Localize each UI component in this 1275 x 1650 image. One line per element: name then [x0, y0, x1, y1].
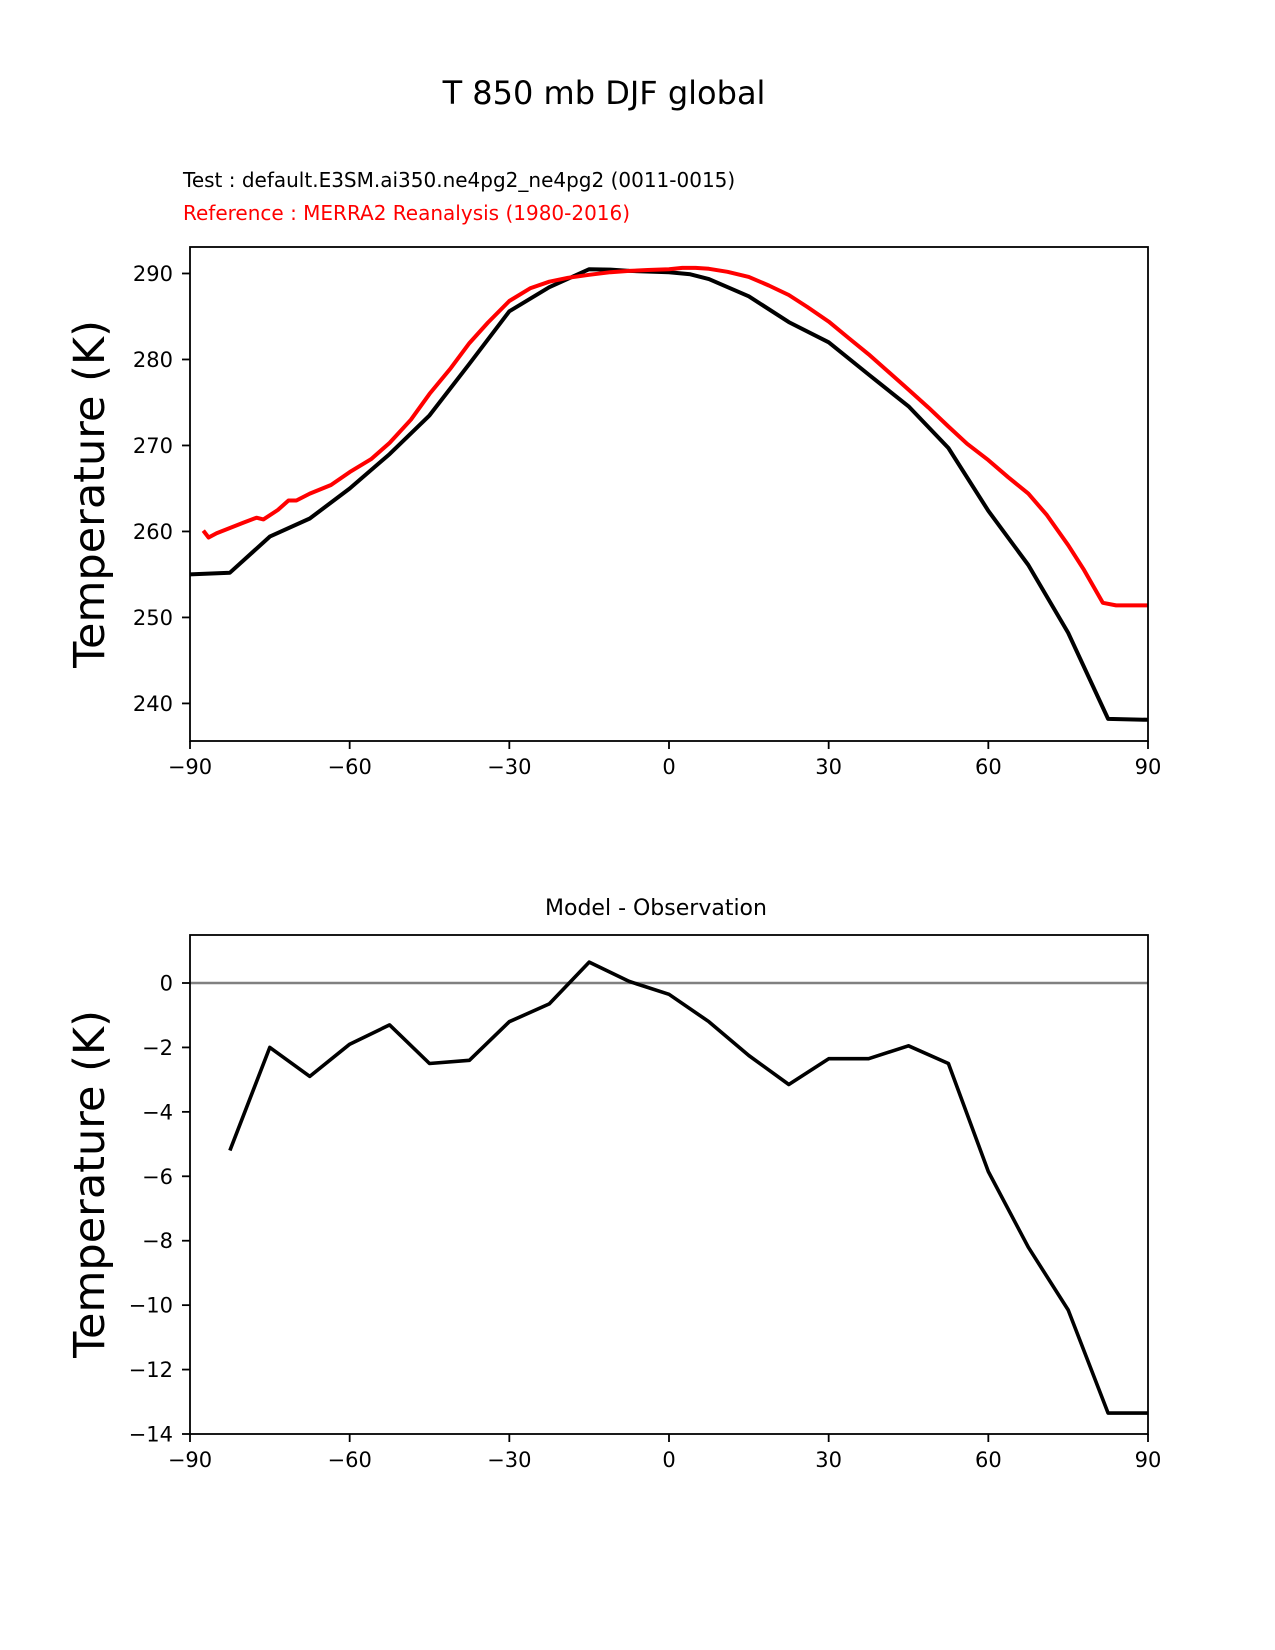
difference-panel [129, 935, 1162, 1472]
axes-frame [190, 935, 1148, 1434]
x-tick-label: −90 [167, 755, 213, 779]
x-tick-label: −60 [327, 1448, 372, 1472]
y-tick-label: 270 [132, 433, 173, 458]
y-tick-label: 240 [132, 691, 173, 716]
figure-title: T 850 mb DJF global [442, 74, 766, 112]
y-tick-label: 290 [132, 261, 173, 286]
x-tick-label: −30 [487, 1448, 532, 1472]
y-axis-label-bottom: Temperature (K) [65, 1010, 115, 1358]
y-tick-label: 250 [132, 605, 173, 630]
test-model-line [190, 269, 1148, 720]
y-axis-label-top: Temperature (K) [65, 320, 115, 668]
x-tick-label: 60 [974, 1448, 1002, 1472]
y-tick-label: −2 [142, 1035, 173, 1060]
y-tick-label: 0 [159, 971, 173, 996]
x-tick-label: 90 [1134, 1448, 1162, 1472]
y-tick-label: −4 [142, 1100, 173, 1125]
x-tick-label: 90 [1134, 755, 1162, 779]
axes-frame [190, 247, 1148, 741]
difference-panel-title: Model - Observation [545, 896, 767, 921]
model-minus-obs-line [230, 962, 1148, 1413]
y-tick-label: 280 [132, 347, 173, 372]
legend-reference-label: Reference : MERRA2 Reanalysis (1980-2016) [183, 201, 631, 225]
legend-test-label: Test : default.E3SM.ai350.ne4pg2_ne4pg2 (0011-0015) [183, 168, 736, 192]
y-tick-label: −14 [128, 1422, 173, 1447]
zonal_mean-panel [133, 247, 1161, 779]
y-tick-label: −6 [142, 1164, 173, 1189]
x-tick-label: −30 [487, 755, 532, 779]
y-tick-label: −10 [128, 1293, 173, 1318]
y-tick-label: −12 [128, 1358, 173, 1383]
y-tick-label: 260 [132, 519, 173, 544]
x-tick-label: 0 [662, 755, 676, 779]
reference-merra2-line [203, 268, 1148, 606]
x-tick-label: 30 [815, 1448, 843, 1472]
x-tick-label: −60 [327, 755, 372, 779]
y-tick-label: −8 [142, 1229, 173, 1254]
x-tick-label: 30 [815, 755, 843, 779]
x-tick-label: −90 [167, 1448, 213, 1472]
x-tick-label: 60 [974, 755, 1002, 779]
x-tick-label: 0 [662, 1448, 676, 1472]
